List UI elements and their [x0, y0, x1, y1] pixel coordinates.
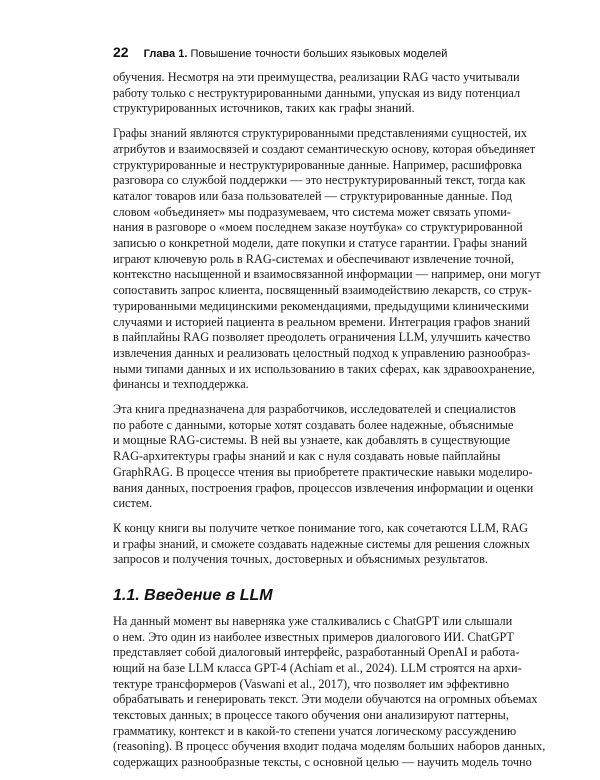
text-line: обучения. Несмотря на эти преимущества, реализации RAG часто учитывали — [113, 70, 520, 84]
text-line: запросов и получения точных, достоверных и объяснимых результатов. — [113, 552, 488, 567]
text-line: нания в разговоре о «моем последнем заказе ноутбука» со структурированной — [113, 220, 523, 235]
text-line: GraphRAG. В процессе чтения вы приобретете практические навыки моделиро- — [113, 464, 533, 479]
text-line: структурированные и неструктурированные данные. Например, расшифровка — [113, 157, 522, 172]
text-line: систем. — [113, 496, 153, 511]
paragraphs — [113, 70, 541, 568]
chapter-label: Глава 1. — [143, 48, 188, 60]
text-line: тектуре трансформеров (Vaswani et al., 2017), что позволяет им эффективно — [113, 676, 510, 691]
text-line: в пайплайны RAG позволяет преодолеть ограничения LLM, улучшить качество — [113, 330, 531, 345]
text-line: ными типами данных и их использованию в таких сферах, как здравоохранение, — [113, 361, 535, 376]
text-line: турированными медицинскими рекомендациями, предыдущими клиническими — [113, 298, 529, 313]
text-line: Эта книга предназначена для разработчиков, исследователей и специалистов — [113, 402, 516, 417]
text-line: разговора со службой поддержки — это неструктурированный текст, тогда как — [113, 173, 526, 188]
paragraph — [113, 520, 531, 568]
text-line: ющий на базе LLM класса GPT-4 (Achiam et al., 2024). LLM строятся на архи- — [113, 660, 522, 675]
text-line: представляет собой диалоговый интерфейс, разработанный OpenAI и работа- — [113, 645, 520, 660]
text-line: финансы и техподдержка. — [113, 377, 249, 392]
section-paragraph — [113, 613, 546, 771]
paragraph — [113, 126, 541, 393]
text-line: текстовых данных; в процессе такого обучения они анализируют паттерны, — [113, 708, 509, 723]
text-line: извлечения данных и реализовать целостный подход к управлению разнообраз- — [113, 345, 531, 360]
text-line: каталог товаров или база пользователей — структурированные данные. Под — [113, 188, 513, 203]
text-line: сопоставить запрос клиента, посвященный взаимодействию лекарств, со струк- — [113, 283, 532, 298]
text-line: контекстно насыщенной и взаимосвязанной информации — например, они могут — [113, 267, 541, 282]
text-line: (reasoning). В процесс обучения входит подача моделям больших наборов данных, — [113, 739, 546, 754]
text-line: К концу книги вы получите четкое понимание того, как сочетаются LLM, RAG — [113, 520, 529, 535]
text-line: атрибутов и взаимосвязей и создают семантическую основу, которая объединяет — [113, 141, 536, 156]
text-line: случаями и историей пациента в реальном времени. Интеграция графов знаний — [113, 314, 531, 329]
page-body — [113, 70, 546, 780]
text-line: грамматику, контекст и в какой-то степени учатся логическому рассуждению — [113, 723, 517, 738]
text-line: структурированных источников, таких как графы знаний. — [113, 101, 415, 116]
text-line: записью о конкретной модели, дате покупки и статусе гарантии. Графы знаний — [113, 236, 528, 251]
text-line: словом «объединяет» мы подразумеваем, что система может связать упоми- — [113, 204, 511, 219]
text-line: по работе с данными, которые хотят создавать более надежные, объяснимые — [113, 417, 514, 432]
running-header — [113, 44, 485, 60]
text-line: о нем. Это один из наиболее известных примеров диалогового ИИ. ChatGPT — [113, 629, 514, 644]
text-line: и мощные RAG-системы. В ней вы узнаете, как добавлять в существующие — [113, 433, 511, 448]
text-line: На данный момент вы наверняка уже сталкивались с ChatGPT или слышали — [113, 613, 513, 628]
text-line: играют ключевую роль в RAG-системах и обеспечивают извлечение точной, — [113, 251, 515, 266]
paragraph — [113, 70, 521, 117]
paragraph — [113, 402, 534, 512]
section-heading: 1.1. Введение в LLM — [113, 587, 273, 605]
text-line: обрабатывать и генерировать текст. Эти модели обучаются на огромных объемах — [113, 692, 538, 707]
text-line: RAG-архитектуры графы знаний и как с нуля создавать новые пайплайны — [113, 449, 501, 464]
text-line: содержащих разнообразные тексты, с основной целью — научить модель точно — [113, 755, 532, 770]
page-number: 22 — [113, 44, 129, 60]
chapter-title: Повышение точности больших языковых моделей — [190, 48, 448, 60]
text-line: Графы знаний являются структурированными представлениями сущностей, их — [113, 126, 527, 141]
text-line: работу только с неструктурированными данными, упуская из виду потенциал — [113, 85, 521, 100]
text-line: вания данных, построения графов, процессов извлечения информации и оценки — [113, 480, 534, 495]
text-line: и графы знаний, и сможете создавать надежные системы для решения сложных — [113, 536, 531, 551]
